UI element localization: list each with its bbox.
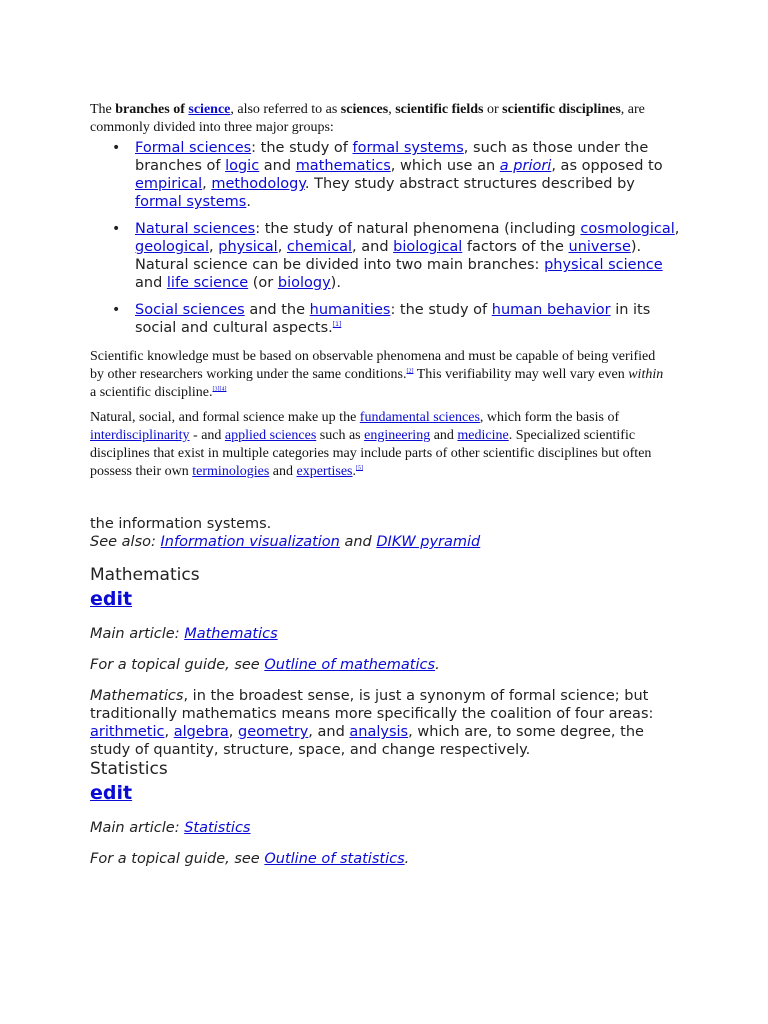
link-social-sciences[interactable]: Social sciences [135,302,245,318]
link-information-visualization[interactable]: Information visualization [160,534,340,550]
statistics-main-article [90,819,251,837]
link-empirical[interactable]: empirical [135,176,203,192]
mathematics-edit-link[interactable]: edit [90,588,133,610]
link-mathematics[interactable]: mathematics [295,158,391,174]
intro-bold-sciences: sciences [340,102,389,117]
list-text: factors of the [462,239,569,255]
link-geometry[interactable]: geometry [238,724,309,740]
paragraph-emphasis: Mathematics [90,688,184,704]
list-text: and [135,275,167,291]
main-article-label: Main article: [90,626,185,642]
link-methodology[interactable]: methodology [211,176,305,192]
list-text: (or [248,275,278,291]
topical-guide-label: For a topical guide, see [90,851,265,867]
intro-text: or [483,102,503,117]
mathematics-main-article [90,625,278,643]
paragraph-text: , and [308,724,350,740]
intro-text: , also referred to as [230,102,341,117]
paragraph-text: . Specialized scientific disciplines that exist in multiple categories may include parts of other scientific disciplines but often possess their own [90,428,652,479]
list-item-formal-sciences [90,139,680,211]
topical-guide-end: . [404,851,410,867]
citation-ref-5[interactable]: [5] [355,465,363,472]
paragraph-text: and [430,428,458,443]
link-engineering[interactable]: engineering [364,428,431,443]
paragraph-text: , [228,724,239,740]
link-natural-sciences[interactable]: Natural sciences [135,221,256,237]
topical-guide-label: For a topical guide, see [90,657,265,673]
see-also-text: and [339,534,377,550]
statistics-heading: Statistics [90,759,168,779]
paragraph-text: and [269,464,297,479]
paragraph-text: , in the broadest sense, is just a synonym of formal science; but traditionally mathematics means more specifically the coalition of four areas: [90,688,654,722]
paragraph-text: . [352,464,356,479]
paragraph-text: Scientific knowledge must be based on observable phenomena and must be capable of being verified by other researchers working under the same conditions. [90,349,656,382]
see-also-line [90,533,690,551]
paragraph-text: , which are, to some degree, the study of quantity, structure, space, and change respectively. [90,724,644,758]
list-text: and [259,158,296,174]
citation-ref-1[interactable]: [1] [332,321,342,329]
link-physical-science[interactable]: physical science [544,257,663,273]
link-formal-systems[interactable]: formal systems [352,140,464,156]
list-item-natural-sciences [90,220,680,292]
intro-text: The [90,102,116,117]
intro-bold-branches: branches of [115,102,189,117]
mathematics-paragraph [90,687,680,759]
link-medicine[interactable]: medicine [457,428,509,443]
branches-list [90,139,680,346]
intro-text: , [388,102,396,117]
mathematics-heading: Mathematics [90,565,200,585]
link-arithmetic[interactable]: arithmetic [90,724,165,740]
link-life-science[interactable]: life science [166,275,249,291]
info-systems-text: the information systems. [90,516,272,532]
paragraph-text: , [164,724,174,740]
link-terminologies[interactable]: terminologies [192,464,270,479]
list-text: , such as those under the branches of [135,140,649,174]
link-algebra[interactable]: algebra [173,724,229,740]
list-text: : the study of natural phenomena (including [255,221,581,237]
list-text: , [202,176,212,192]
list-text: : the study of [390,302,492,318]
paragraph-text: , which form the basis of [479,410,620,425]
list-text: in its social and cultural aspects. [135,302,651,336]
link-humanities[interactable]: humanities [309,302,391,318]
list-text: ). [330,275,341,291]
link-physical[interactable]: physical [218,239,278,255]
link-main-statistics[interactable]: Statistics [184,820,251,836]
statistics-topical-guide [90,850,409,868]
link-analysis[interactable]: analysis [349,724,409,740]
intro-paragraph [90,101,690,137]
knowledge-paragraph [90,348,670,402]
paragraph-emphasis: within [628,367,664,382]
paragraph-text: Natural, social, and formal science make up the [90,410,360,425]
link-logic[interactable]: logic [225,158,260,174]
link-dikw-pyramid[interactable]: DIKW pyramid [376,534,481,550]
paragraph-text: This verifiability may well vary even [413,367,629,382]
list-text: , [277,239,287,255]
citation-ref-3-4[interactable]: [3][4] [212,386,227,393]
list-text: , [674,221,680,237]
paragraph-text: such as [316,428,365,443]
link-fundamental-sciences[interactable]: fundamental sciences [359,410,480,425]
list-text: and the [244,302,310,318]
link-human-behavior[interactable]: human behavior [491,302,611,318]
statistics-edit-link[interactable]: edit [90,782,133,804]
topical-guide-end: . [435,657,440,673]
intro-bold-scientific-disciplines: scientific disciplines [502,102,621,117]
link-applied-sciences[interactable]: applied sciences [224,428,317,443]
link-universe[interactable]: universe [568,239,631,255]
fundamental-paragraph [90,409,670,481]
link-chemical[interactable]: chemical [286,239,353,255]
link-main-mathematics[interactable]: Mathematics [184,626,278,642]
link-expertises[interactable]: expertises [296,464,353,479]
mathematics-topical-guide [90,656,440,674]
info-systems-section [90,515,690,551]
list-item-social-sciences [90,301,680,337]
list-text: : the study of [251,140,353,156]
list-text: , [209,239,219,255]
list-text: , which use an [390,158,500,174]
link-a-priori[interactable]: a priori [499,158,552,174]
link-formal-systems-2[interactable]: formal systems [135,194,247,210]
paragraph-text: - and [189,428,225,443]
link-outline-of-statistics[interactable]: Outline of statistics [264,851,405,867]
list-text: , as opposed to [551,158,663,174]
link-biological[interactable]: biological [393,239,463,255]
citation-ref-2[interactable]: [2] [406,368,414,375]
link-formal-sciences[interactable]: Formal sciences [135,140,252,156]
link-outline-of-mathematics[interactable]: Outline of mathematics [264,657,436,673]
list-text: . They study abstract structures described by [304,176,635,192]
list-text: , and [352,239,394,255]
intro-text: , are commonly divided into three major groups: [90,102,645,135]
list-text: ). Natural science can be divided into two main branches: [135,239,642,273]
link-geological[interactable]: geological [135,239,210,255]
link-interdisciplinarity[interactable]: interdisciplinarity [90,428,190,443]
list-text: . [246,194,251,210]
see-also-label: See also: [90,534,161,550]
paragraph-text: a scientific discipline. [90,385,213,400]
link-biology[interactable]: biology [277,275,331,291]
link-science[interactable]: science [188,102,231,117]
intro-bold-scientific-fields: scientific fields [395,102,484,117]
main-article-label: Main article: [90,820,185,836]
link-cosmological[interactable]: cosmological [580,221,675,237]
